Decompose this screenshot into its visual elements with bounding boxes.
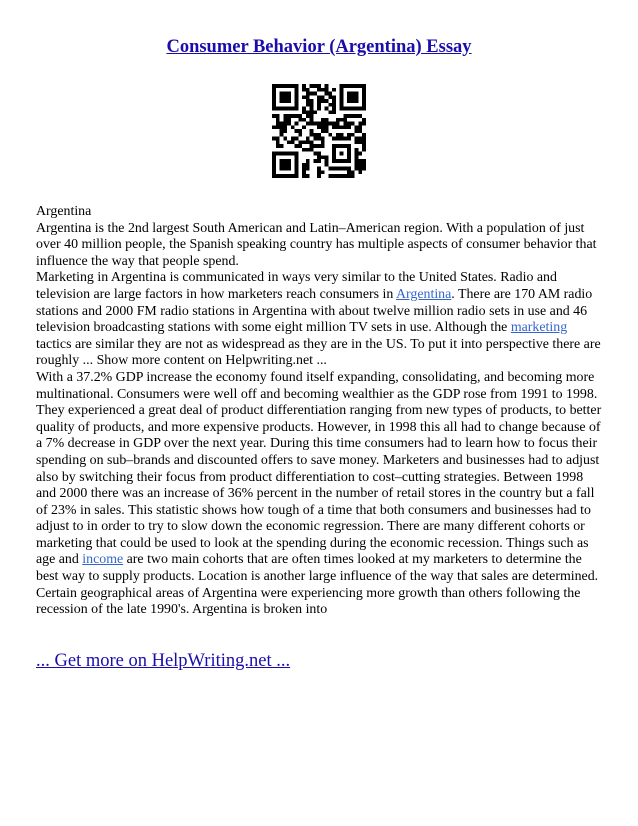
get-more-link[interactable]: ... Get more on HelpWriting.net ...	[36, 651, 291, 671]
paragraph-text: are two main cohorts that are often times looked at my marketers to determine the best way to supply products. Location is another large influence of the way that sales are determined. Certain geographical areas of Argentina were experiencing more growth than others following the recession of the late 1990's. Argentina is broken into	[36, 552, 599, 618]
paragraph-text: tactics are similar they are not as widespread as they are in the US. To put it into perspective there are roughly ... Show more content on Helpwriting.net ...	[36, 336, 601, 369]
title-link[interactable]: Consumer Behavior (Argentina) Essay	[166, 37, 472, 57]
marketing-link[interactable]: marketing	[510, 320, 568, 336]
essay-heading: Argentina	[36, 204, 92, 219]
paragraph-economy	[36, 370, 604, 619]
income-link[interactable]: income	[82, 552, 124, 568]
paragraph-intro: Argentina is the 2nd largest South American and Latin–American region. With a population of just over 40 million people, the Spanish speaking country has multiple aspects of consumer behavior that influence the way that people spend.	[36, 220, 597, 269]
paragraph-text: With a 37.2% GDP increase the economy found itself expanding, consolidating, and becoming more multinational. Consumers were well off and becoming wealthier as the GDP rose from 1991 to 1998. They experienced a great deal of product differentiation ranging from new types of products, to better quality of products, and more expensive products. However, in 1998 this all had to change because of a 7% decrease in GDP over the next year. During this time consumers had to learn how to focus their spending on sub–brands and discounted offers to save money. Marketers and businesses had to adjust also by switching their focus from product differentiation to cost–cutting strategies. Between 1998 and 2000 there was an increase of 36% percent in the number of retail stores in the country but a fall of 23% in sales. This statistic shows how tough of a time that both consumers and businesses had to adjust to in order to try to slow down the economic regression. There are many different cohorts or marketing that could be used to look at the spending during the economic recession. Things such as age and	[36, 369, 602, 568]
document-title	[0, 36, 638, 58]
qr-code-icon	[272, 84, 366, 178]
paragraph-text: Marketing in Argentina is communicated in ways very similar to the United States. Radio and television are large factors in how marketers reach consumers in	[36, 270, 557, 302]
essay-body	[36, 204, 604, 619]
argentina-link[interactable]: Argentina	[396, 286, 452, 302]
paragraph-marketing	[36, 270, 604, 370]
get-more-link-container	[36, 650, 290, 672]
paragraph-text: . There are 170 AM radio stations and 2000 FM radio stations in Argentina with about twelve million radio sets in use and 46 television broadcasting stations with some eight million TV sets in use. Although the	[36, 286, 593, 336]
